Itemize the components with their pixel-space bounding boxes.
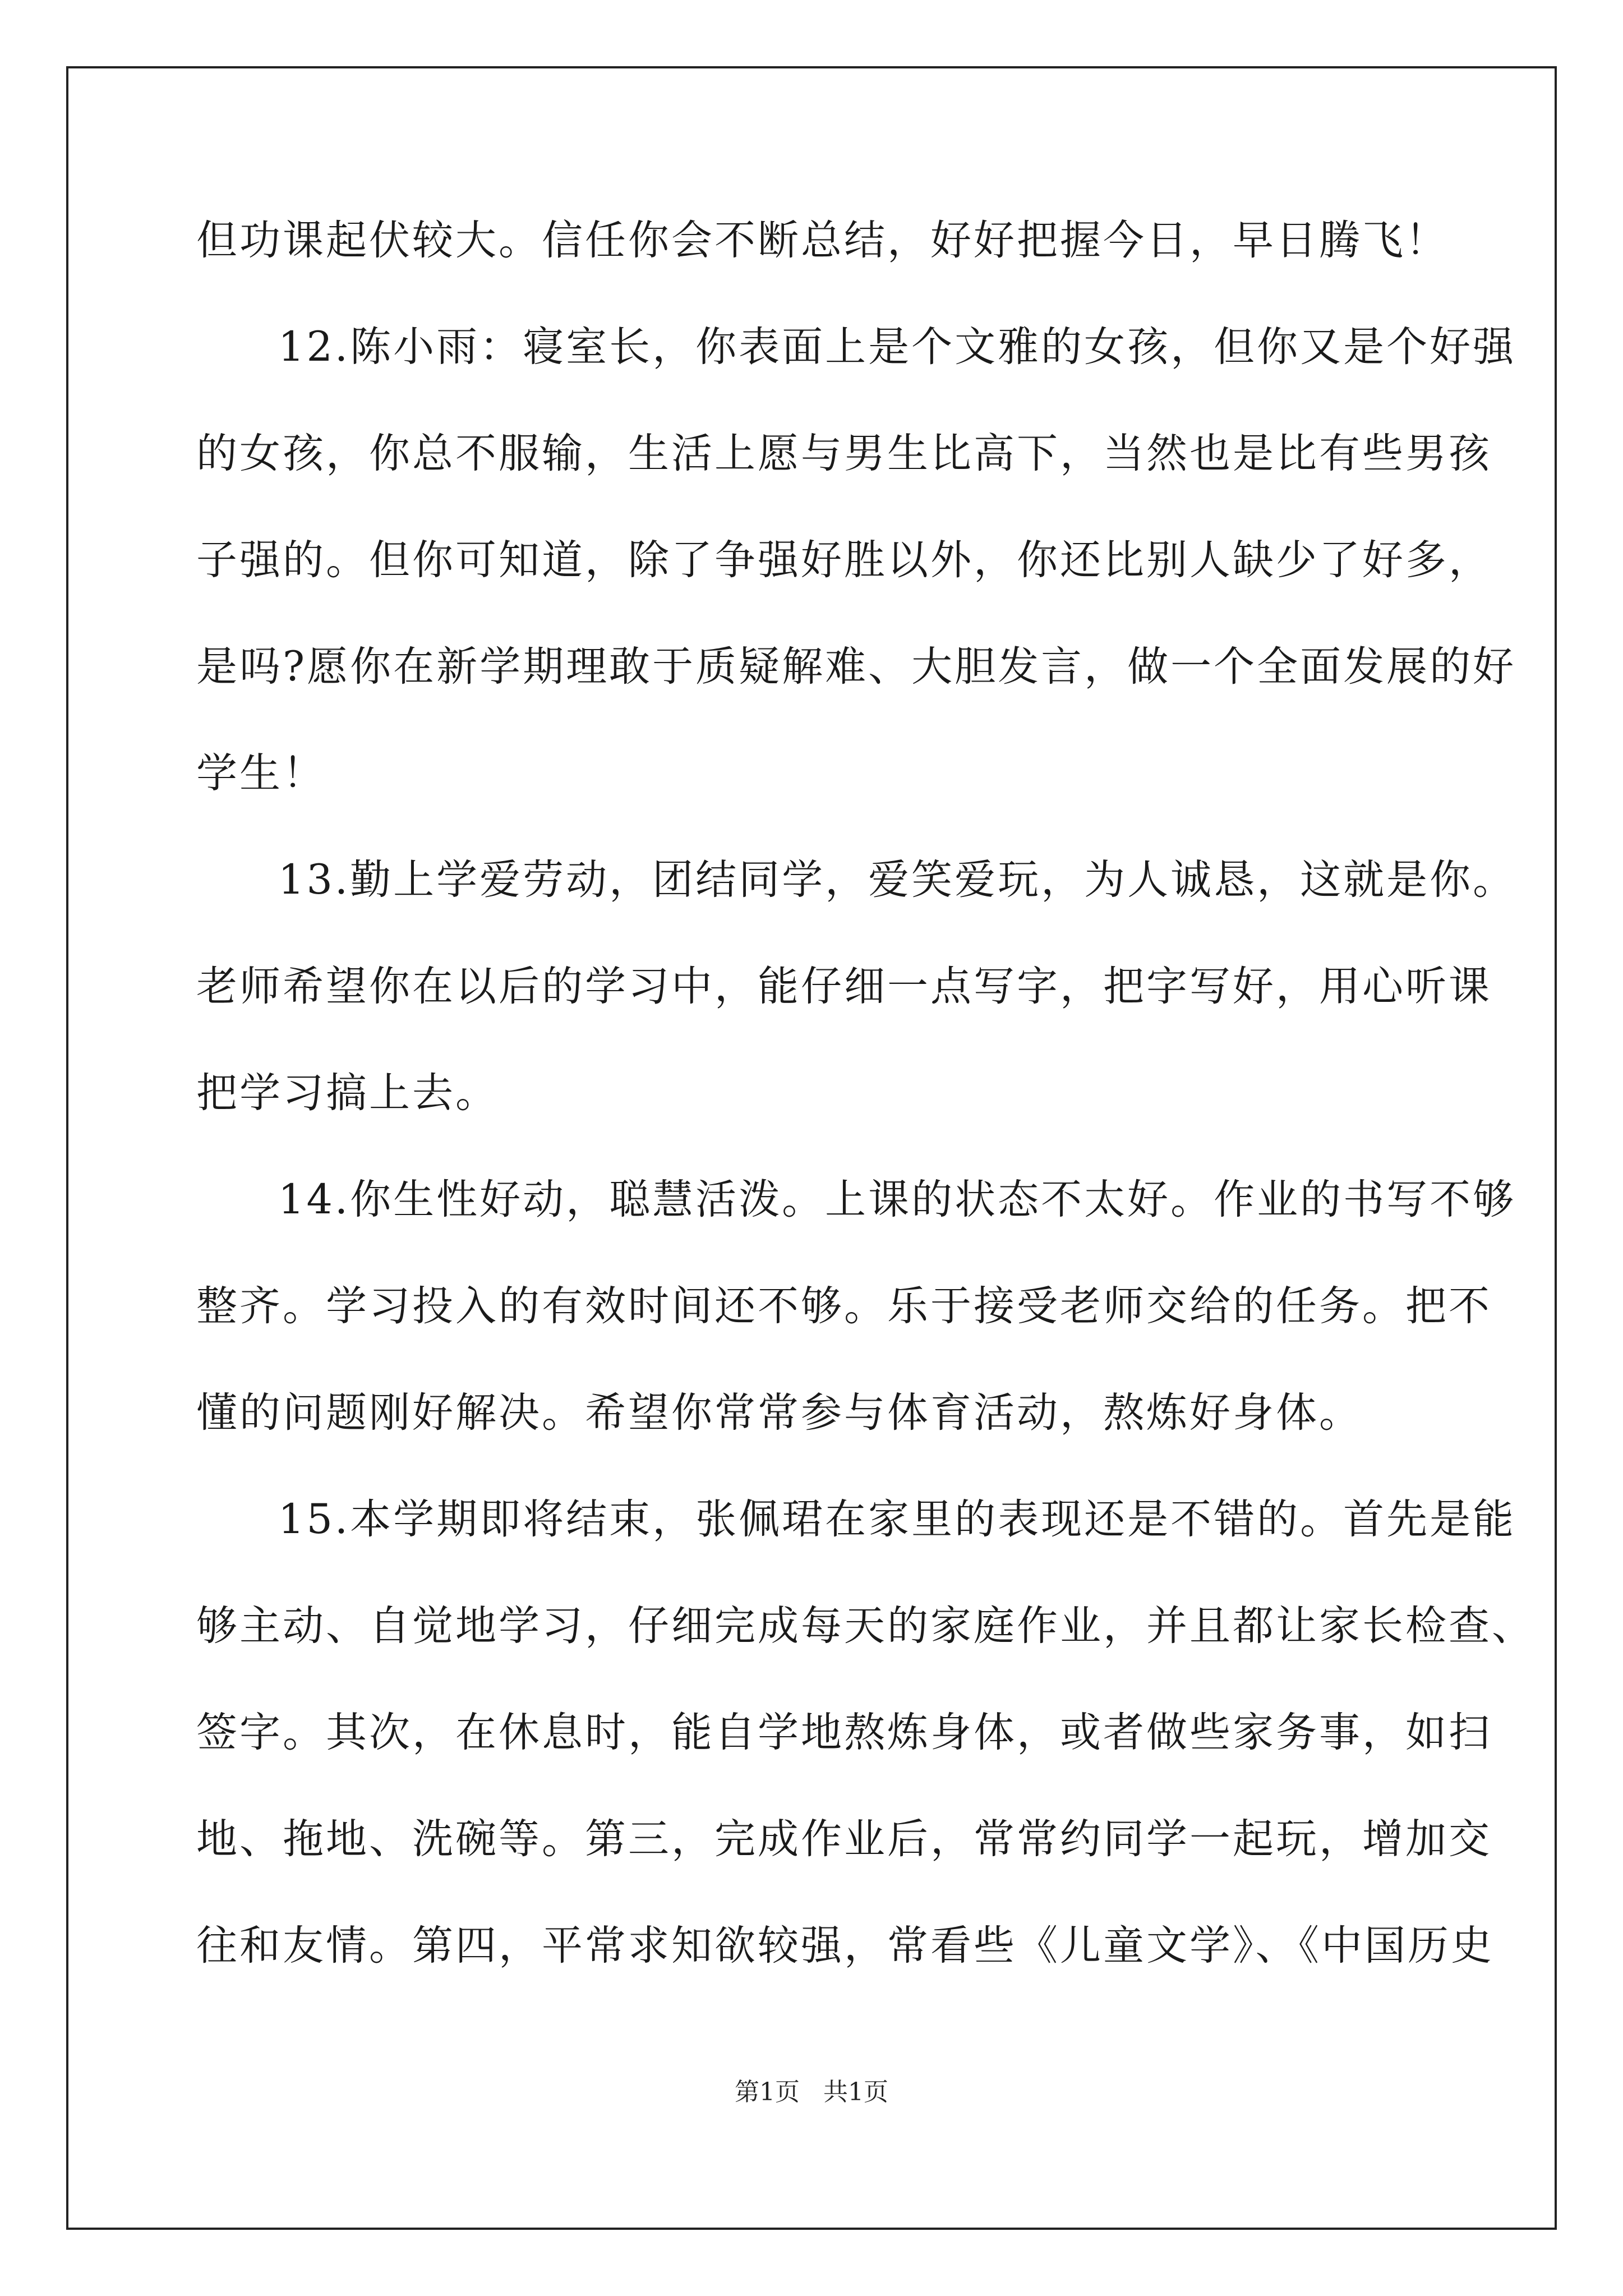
text-line: 13.勤上学爱劳动，团结同学，爱笑爱玩，为人诚恳，这就是你。	[278, 856, 1516, 904]
text-line: 整齐。学习投入的有效时间还不够。乐于接受老师交给的任务。把不	[196, 1282, 1492, 1330]
page-number-footer: 第1页 共1页	[735, 2078, 888, 2106]
text-line: 学生！	[196, 749, 326, 797]
text-line: 懂的问题刚好解决。希望你常常参与体育活动，熬炼好身体。	[196, 1389, 1362, 1437]
text-line: 把学习搞上去。	[196, 1069, 499, 1117]
text-line: 14.你生性好动，聪慧活泼。上课的状态不太好。作业的书写不够	[278, 1176, 1516, 1223]
text-line: 地、拖地、洗碗等。第三，完成作业后，常常约同学一起玩，增加交	[196, 1815, 1492, 1863]
text-line: 老师希望你在以后的学习中，能仔细一点写字，把字写好，用心听课	[196, 963, 1492, 1010]
text-line: 15.本学期即将结束，张佩珺在家里的表现还是不错的。首先是能	[278, 1496, 1516, 1543]
text-line: 签字。其次，在休息时，能自学地熬炼身体，或者做些家务事，如扫	[196, 1709, 1492, 1756]
document-body	[196, 204, 1535, 2016]
text-line: 但功课起伏较大。信任你会不断总结，好好把握今日，早日腾飞！	[196, 217, 1449, 264]
text-line: 是吗?愿你在新学期理敢于质疑解难、大胆发言，做一个全面发展的好	[196, 643, 1516, 691]
text-line: 12.陈小雨：寝室长，你表面上是个文雅的女孩，但你又是个好强	[278, 323, 1516, 371]
text-line: 往和友情。第四，平常求知欲较强，常看些《儿童文学》、《中国历史	[196, 1922, 1494, 1970]
text-line: 够主动、自觉地学习，仔细完成每天的家庭作业，并且都让家长检查、	[196, 1602, 1535, 1650]
text-line: 的女孩，你总不服输，生活上愿与男生比高下，当然也是比有些男孩	[196, 430, 1492, 477]
text-line: 子强的。但你可知道，除了争强好胜以外，你还比别人缺少了好多，	[196, 536, 1492, 584]
